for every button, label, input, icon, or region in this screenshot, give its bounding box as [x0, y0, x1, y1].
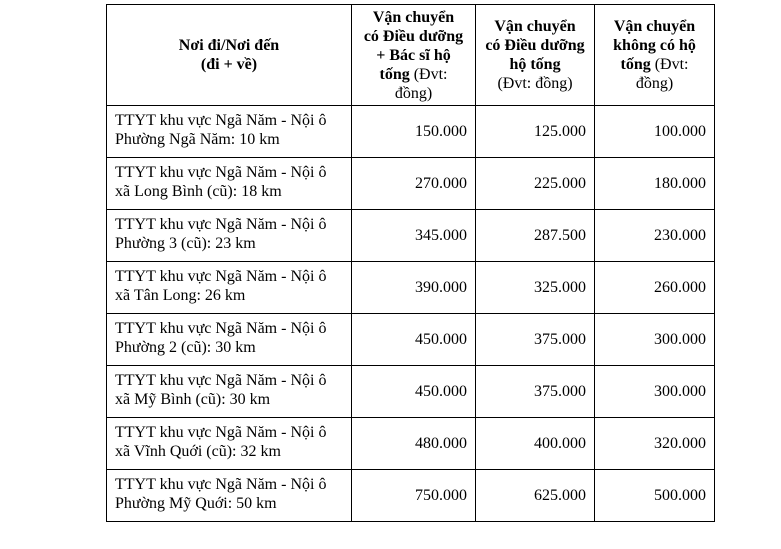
price-without-escort: 100.000	[595, 106, 715, 158]
price-with-nurse: 325.000	[476, 262, 595, 314]
table-row	[107, 106, 715, 158]
price-with-nurse-doctor: 390.000	[352, 262, 476, 314]
table-body	[107, 106, 715, 522]
route-origin: TTYT khu vực Ngã Năm - Nội ô	[115, 424, 327, 441]
table-row	[107, 470, 715, 522]
price-without-escort: 320.000	[595, 418, 715, 470]
table-row	[107, 262, 715, 314]
route-cell	[107, 470, 352, 522]
price-with-nurse: 125.000	[476, 106, 595, 158]
table-row	[107, 210, 715, 262]
route-origin: TTYT khu vực Ngã Năm - Nội ô	[115, 268, 327, 285]
route-destination: xã Vĩnh Quới (cũ): 32 km	[115, 443, 281, 460]
header-line: có Điều dưỡng	[363, 27, 464, 45]
header-line: không có hộ	[613, 37, 696, 54]
header-bold-text: tống	[620, 56, 651, 73]
header-unit-line: (Đvt: đồng)	[497, 75, 573, 92]
header-line-mixed	[601, 55, 708, 74]
price-with-nurse-doctor: 270.000	[352, 158, 476, 210]
price-without-escort: 230.000	[595, 210, 715, 262]
header-line: Vận chuyển	[613, 18, 696, 35]
price-with-nurse: 225.000	[476, 158, 595, 210]
route-cell	[107, 210, 352, 262]
route-destination: Phường Ngã Năm: 10 km	[115, 131, 280, 148]
route-origin: TTYT khu vực Ngã Năm - Nội ô	[115, 112, 327, 129]
price-with-nurse: 287.500	[476, 210, 595, 262]
price-without-escort: 300.000	[595, 366, 715, 418]
route-cell	[107, 418, 352, 470]
header-unit-line: đồng)	[394, 84, 433, 102]
header-line: Vận chuyển	[494, 18, 576, 35]
header-unit-text: (Đvt:	[650, 56, 689, 73]
route-destination: xã Tân Long: 26 km	[115, 287, 246, 304]
price-without-escort: 260.000	[595, 262, 715, 314]
header-line: hộ tống	[509, 56, 561, 73]
route-destination: Phường Mỹ Quới: 50 km	[115, 495, 277, 512]
route-destination: xã Long Bình (cũ): 18 km	[115, 183, 282, 200]
route-destination: xã Mỹ Bình (cũ): 30 km	[115, 391, 271, 408]
header-with-nurse	[476, 5, 595, 106]
price-table	[106, 4, 715, 522]
header-line-mixed	[358, 65, 469, 84]
price-with-nurse-doctor: 450.000	[352, 366, 476, 418]
price-without-escort: 180.000	[595, 158, 715, 210]
price-without-escort: 300.000	[595, 314, 715, 366]
price-with-nurse-doctor: 150.000	[352, 106, 476, 158]
route-destination: Phường 2 (cũ): 30 km	[115, 339, 256, 356]
header-unit-line: đồng)	[635, 75, 674, 92]
header-line: có Điều dưỡng	[485, 37, 585, 54]
header-unit-text: (Đvt:	[409, 65, 448, 83]
header-line: Vận chuyển	[372, 8, 455, 26]
price-with-nurse: 625.000	[476, 470, 595, 522]
header-with-nurse-doctor	[352, 5, 476, 106]
route-origin: TTYT khu vực Ngã Năm - Nội ô	[115, 216, 327, 233]
route-cell	[107, 262, 352, 314]
route-origin: TTYT khu vực Ngã Năm - Nội ô	[115, 372, 327, 389]
route-origin: TTYT khu vực Ngã Năm - Nội ô	[115, 320, 327, 337]
table-row	[107, 366, 715, 418]
route-origin: TTYT khu vực Ngã Năm - Nội ô	[115, 164, 327, 181]
table-row	[107, 314, 715, 366]
header-line: + Bác sĩ hộ	[376, 46, 451, 64]
header-row	[107, 5, 715, 106]
header-route-line: (đi + về)	[200, 56, 258, 73]
route-cell	[107, 158, 352, 210]
header-without-escort	[595, 5, 715, 106]
price-with-nurse: 375.000	[476, 366, 595, 418]
header-bold-text: tống	[379, 65, 410, 83]
price-with-nurse-doctor: 450.000	[352, 314, 476, 366]
table-row	[107, 418, 715, 470]
route-cell	[107, 106, 352, 158]
route-cell	[107, 314, 352, 366]
price-with-nurse-doctor: 750.000	[352, 470, 476, 522]
header-route	[107, 5, 352, 106]
header-route-line: Nơi đi/Nơi đến	[178, 37, 280, 54]
price-with-nurse-doctor: 345.000	[352, 210, 476, 262]
table-row	[107, 158, 715, 210]
table-header	[107, 5, 715, 106]
price-with-nurse-doctor: 480.000	[352, 418, 476, 470]
price-with-nurse: 400.000	[476, 418, 595, 470]
route-origin: TTYT khu vực Ngã Năm - Nội ô	[115, 476, 327, 493]
route-cell	[107, 366, 352, 418]
price-with-nurse: 375.000	[476, 314, 595, 366]
route-destination: Phường 3 (cũ): 23 km	[115, 235, 256, 252]
price-without-escort: 500.000	[595, 470, 715, 522]
